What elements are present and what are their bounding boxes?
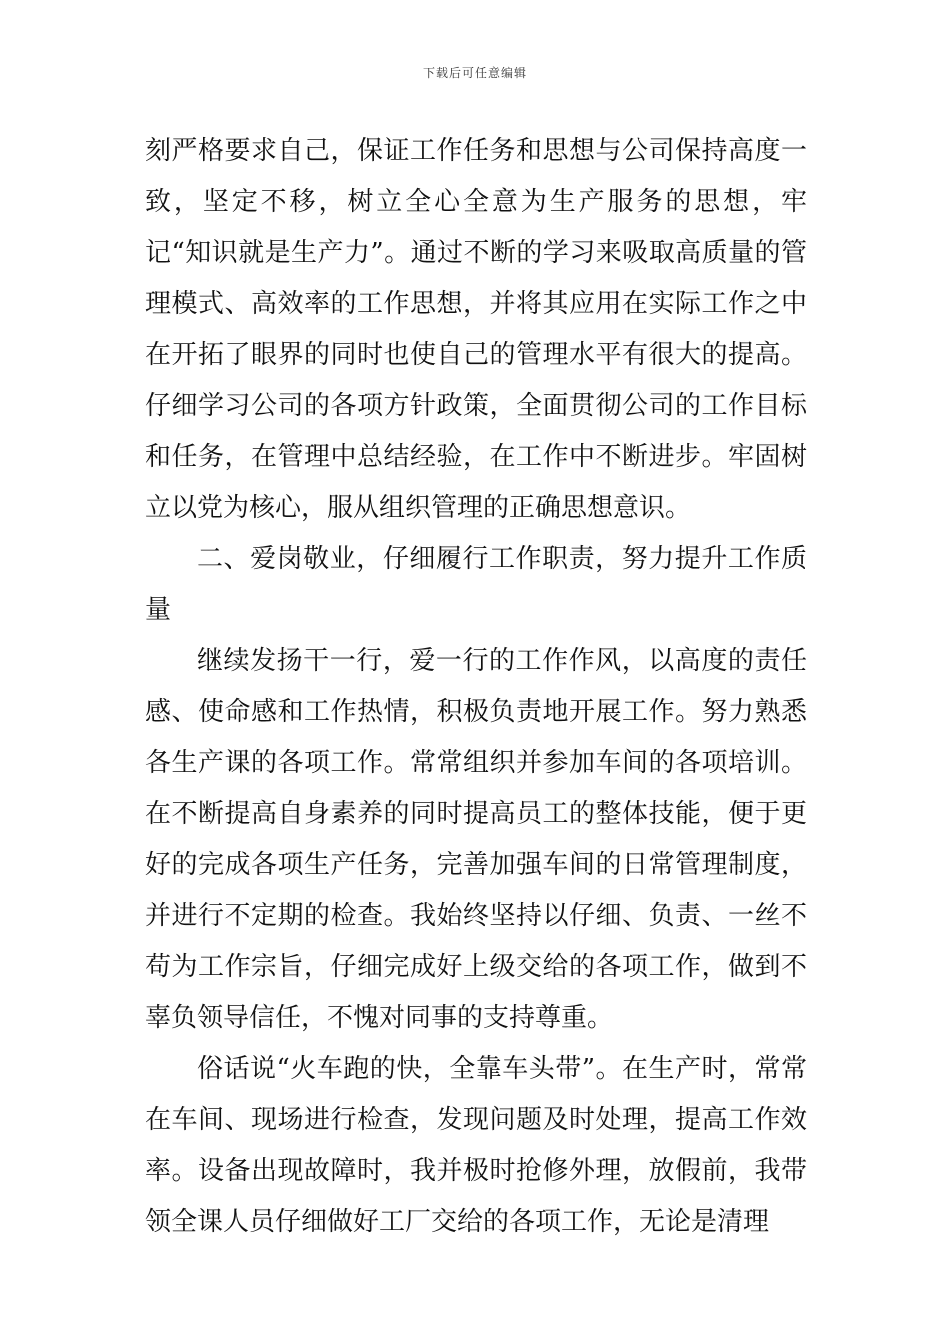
paragraph: 俗话说“火车跑的快，全靠车头带”。在生产时，常常在车间、现场进行检查，发现问题及时处理，提高工作效率。设备出现故障时，我并极时抢修外理，放假前，我带领全课人员仔细做好工厂交给的各项工作，无论是清理 [145,1054,807,1237]
paragraph: 继续发扬干一行，爱一行的工作作风，以高度的责任感、使命感和工作热情，积极负责地开展工作。努力熟悉各生产课的各项工作。常常组织并参加车间的各项培训。在不断提高自身素养的同时提高员工的整体技能，便于更好的完成各项生产任务，完善加强车间的日常管理制度，并进行不定期的检查。我始终坚持以仔细、负责、一丝不苟为工作宗旨，仔细完成好上级交给的各项工作，做到不辜负领导信任，不愧对同事的支持尊重。 [145,646,807,1033]
page-header: 下载后可任意编辑 [422,66,527,80]
document-body [145,126,807,1248]
section-heading: 二、爱岗敬业，仔细履行工作职责，努力提升工作质量 [145,544,807,625]
paragraph-continuation: 刻严格要求自己，保证工作任务和思想与公司保持高度一致，坚定不移，树立全心全意为生产服务的思想，牢记“知识就是生产力”。通过不断的学习来吸取高质量的管理模式、高效率的工作思想，并将其应用在实际工作之中在开拓了眼界的同时也使自己的管理水平有很大的提高。仔细学习公司的各项方针政策，全面贯彻公司的工作目标和任务，在管理中总结经验，在工作中不断进步。牢固树立以党为核心，服从组织管理的正确思想意识。 [145,136,807,523]
